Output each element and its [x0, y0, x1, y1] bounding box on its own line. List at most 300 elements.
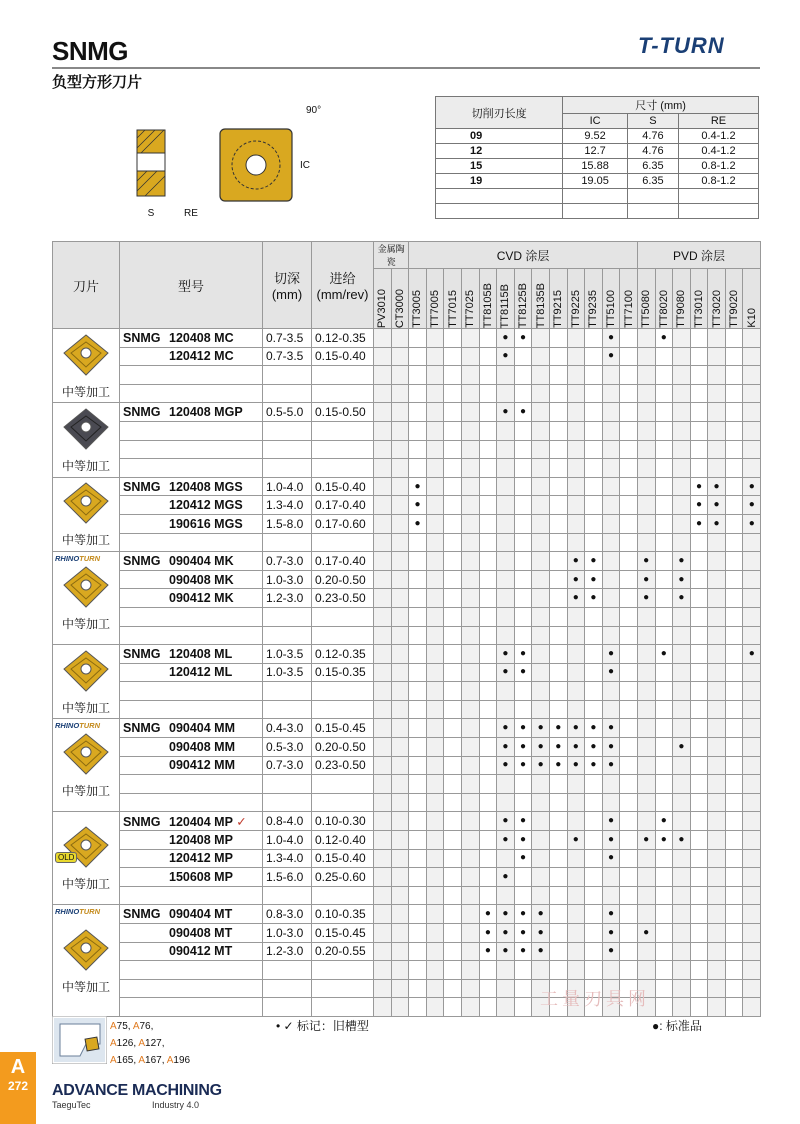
grade-cell [708, 347, 726, 366]
grade-cell [426, 831, 444, 850]
grade-cell [637, 533, 655, 552]
feed-cell [312, 533, 374, 552]
insert-caption: 中等加工 [61, 784, 110, 799]
table-row [53, 347, 761, 366]
grade-cell [444, 347, 462, 366]
grade-cell [743, 421, 761, 440]
insert-image-cell [53, 905, 120, 1017]
grade-cell [637, 793, 655, 812]
grade-cell [549, 942, 567, 961]
standard-dot: ● [585, 738, 603, 757]
grade-cell [708, 607, 726, 626]
grade-cell [620, 347, 638, 366]
grade-label: PV3010 [376, 288, 389, 328]
grade-cell [549, 626, 567, 645]
grade-cell [673, 440, 691, 459]
model-cell [120, 663, 263, 682]
grade-cell [673, 607, 691, 626]
grade-cell [409, 533, 427, 552]
standard-dot: ● [409, 514, 427, 533]
grade-cell [391, 384, 409, 403]
grade-cell [725, 831, 743, 850]
grade-cell [514, 775, 532, 794]
grade-cell [743, 552, 761, 571]
grade-cell [391, 440, 409, 459]
grade-cell [655, 942, 673, 961]
grade-cell [620, 961, 638, 980]
grade-cell [479, 533, 497, 552]
depth-cell: 1.5-8.0 [263, 514, 312, 533]
grade-cell [409, 663, 427, 682]
grade-header [549, 269, 567, 329]
grade-cell [673, 347, 691, 366]
grade-cell [620, 645, 638, 664]
grade-cell [461, 812, 479, 831]
grade-cell [497, 589, 515, 608]
grade-cell [479, 329, 497, 348]
model-cell [120, 496, 263, 515]
grade-cell [549, 775, 567, 794]
grade-cell [725, 496, 743, 515]
grade-cell [690, 886, 708, 905]
grade-cell [497, 421, 515, 440]
grade-cell [426, 421, 444, 440]
grade-cell [637, 403, 655, 422]
grade-cell [374, 682, 392, 701]
grade-cell [444, 831, 462, 850]
table-row [53, 998, 761, 1017]
grade-cell [514, 496, 532, 515]
grade-cell [409, 756, 427, 775]
grade-cell [620, 812, 638, 831]
table-row [53, 682, 761, 701]
grade-cell [444, 366, 462, 385]
dim-row [436, 144, 759, 159]
grade-cell [725, 738, 743, 757]
grade-header [532, 269, 550, 329]
model-code: 120408 MGS [169, 479, 243, 494]
grade-cell [602, 421, 620, 440]
grade-cell [602, 868, 620, 887]
standard-dot: ● [514, 719, 532, 738]
grade-cell [725, 477, 743, 496]
grade-cell [690, 775, 708, 794]
standard-dot: ● [708, 477, 726, 496]
grade-cell [690, 459, 708, 478]
grade-label: K10 [745, 308, 758, 328]
table-row [53, 607, 761, 626]
table-row [53, 700, 761, 719]
grade-cell [725, 775, 743, 794]
insert-caption: 中等加工 [61, 533, 110, 548]
grade-cell [461, 533, 479, 552]
grade-cell [479, 552, 497, 571]
grade-cell [479, 421, 497, 440]
model-cell [120, 477, 263, 496]
standard-dot: ● [690, 496, 708, 515]
standard-dot: ● [479, 942, 497, 961]
grade-cell [637, 719, 655, 738]
page-number: 272 [7, 1079, 29, 1093]
feed-cell: 0.17-0.60 [312, 514, 374, 533]
grade-cell [461, 961, 479, 980]
grade-label: TT3010 [692, 290, 705, 328]
standard-dot: ● [532, 942, 550, 961]
grade-cell [620, 552, 638, 571]
grade-cell [549, 329, 567, 348]
reference-pages [110, 1018, 190, 1069]
grade-cell [497, 775, 515, 794]
depth-cell [263, 533, 312, 552]
grade-cell [426, 626, 444, 645]
grade-cell [391, 738, 409, 757]
grade-cell [620, 384, 638, 403]
grade-cell [743, 663, 761, 682]
grade-cell [391, 589, 409, 608]
grade-cell [461, 589, 479, 608]
grade-cell [461, 719, 479, 738]
grade-cell [409, 700, 427, 719]
insert-icon [61, 480, 111, 526]
grade-cell [725, 607, 743, 626]
grade-cell [708, 738, 726, 757]
grade-cell [549, 868, 567, 887]
grade-cell [655, 459, 673, 478]
table-row [53, 942, 761, 961]
grade-cell [549, 552, 567, 571]
grade-cell [743, 942, 761, 961]
grade-cell [479, 403, 497, 422]
grade-cell [409, 924, 427, 943]
grade-cell [391, 905, 409, 924]
grade-cell [655, 719, 673, 738]
standard-dot: ● [602, 924, 620, 943]
grade-cell [426, 570, 444, 589]
feed-cell [312, 961, 374, 980]
grade-cell [444, 496, 462, 515]
grade-cell [514, 440, 532, 459]
grade-cell [374, 663, 392, 682]
grade-cell [549, 589, 567, 608]
grade-cell [479, 347, 497, 366]
feed-cell [312, 626, 374, 645]
model-code: 090408 MK [169, 572, 234, 587]
depth-cell: 1.5-6.0 [263, 868, 312, 887]
grade-cell [690, 700, 708, 719]
grade-label: TT8105B [481, 282, 494, 328]
feed-cell: 0.17-0.40 [312, 496, 374, 515]
grade-cell [409, 440, 427, 459]
grade-cell [514, 552, 532, 571]
depth-cell [263, 979, 312, 998]
model-code: 090404 MK [169, 553, 234, 568]
model-cell [120, 366, 263, 385]
insert-caption: 中等加工 [61, 384, 110, 399]
grade-cell [690, 570, 708, 589]
grade-cell [637, 347, 655, 366]
grade-cell [620, 626, 638, 645]
grade-cell [391, 645, 409, 664]
standard-dot: ● [514, 831, 532, 850]
grade-cell [444, 979, 462, 998]
grade-cell [426, 607, 444, 626]
standard-dot: ● [690, 477, 708, 496]
grade-header [567, 269, 585, 329]
standard-dot: ● [743, 514, 761, 533]
grade-cell [708, 626, 726, 645]
grade-cell [725, 570, 743, 589]
dim-value-cell: 15.88 [563, 159, 628, 174]
standard-dot: ● [602, 719, 620, 738]
grade-cell [391, 831, 409, 850]
grade-cell [426, 477, 444, 496]
grade-cell [602, 514, 620, 533]
grade-cell [409, 459, 427, 478]
grade-cell [708, 329, 726, 348]
dim-value-cell [563, 189, 628, 204]
standard-dot: ● [637, 831, 655, 850]
grade-cell [444, 998, 462, 1017]
grade-header [585, 269, 603, 329]
table-row [53, 775, 761, 794]
grade-cell [567, 849, 585, 868]
grade-cell [602, 403, 620, 422]
grade-cell [532, 477, 550, 496]
depth-cell: 1.2-3.0 [263, 589, 312, 608]
table-row [53, 756, 761, 775]
standard-dot: ● [743, 477, 761, 496]
grade-cell [725, 998, 743, 1017]
grade-cell [426, 459, 444, 478]
model-code: 190616 MGS [169, 516, 243, 531]
grade-header [497, 269, 515, 329]
grade-cell [673, 756, 691, 775]
depth-cell: 0.7-3.0 [263, 552, 312, 571]
grade-cell [637, 421, 655, 440]
grade-cell [690, 905, 708, 924]
grade-cell [514, 886, 532, 905]
grade-cell [655, 979, 673, 998]
grade-label: TT7005 [429, 290, 442, 328]
ref-num: 126, [116, 1038, 139, 1049]
grade-cell [567, 514, 585, 533]
grade-cell [725, 645, 743, 664]
grade-cell [479, 849, 497, 868]
grade-cell [637, 775, 655, 794]
grade-cell [391, 886, 409, 905]
grade-cell [409, 403, 427, 422]
grade-cell [602, 793, 620, 812]
model-cell [120, 775, 263, 794]
grade-cell [620, 440, 638, 459]
grade-cell [567, 682, 585, 701]
grade-cell [602, 477, 620, 496]
grade-cell [620, 942, 638, 961]
grade-cell [409, 682, 427, 701]
grade-cell [725, 589, 743, 608]
rhino-turn-logo: RHINOTURN [55, 907, 101, 917]
grade-cell [532, 961, 550, 980]
standard-dot: ● [497, 905, 515, 924]
grade-cell [743, 979, 761, 998]
grade-cell [497, 440, 515, 459]
rhino-turn-logo: RHINOTURN [55, 554, 101, 564]
header-model: 型号 [120, 242, 263, 329]
model-prefix: SNMG [123, 330, 161, 345]
page-subtitle: 负型方形刀片 [52, 74, 143, 91]
standard-dot: ● [479, 905, 497, 924]
grade-cell [409, 366, 427, 385]
grade-cell [690, 347, 708, 366]
grade-cell [690, 849, 708, 868]
grade-cell [743, 626, 761, 645]
grade-cell [497, 886, 515, 905]
standard-dot: ● [585, 589, 603, 608]
grade-cell [673, 384, 691, 403]
depth-cell [263, 682, 312, 701]
table-row [53, 514, 761, 533]
grade-cell [374, 496, 392, 515]
grade-cell [409, 812, 427, 831]
grade-cell [461, 552, 479, 571]
feed-cell: 0.15-0.40 [312, 347, 374, 366]
feed-cell: 0.12-0.35 [312, 645, 374, 664]
dim-value-cell [627, 189, 678, 204]
grade-header [637, 269, 655, 329]
grade-cell [725, 347, 743, 366]
grade-cell [637, 812, 655, 831]
grade-cell [567, 645, 585, 664]
ref-num: 165, [116, 1055, 139, 1066]
model-cell [120, 793, 263, 812]
grade-cell [743, 831, 761, 850]
grade-cell [743, 347, 761, 366]
insert-icon [61, 564, 111, 610]
grade-cell [602, 886, 620, 905]
grade-cell [549, 607, 567, 626]
grade-cell [374, 979, 392, 998]
grade-label: TT7100 [622, 290, 635, 328]
dim-length-cell: 15 [436, 159, 563, 174]
grade-cell [620, 459, 638, 478]
standard-dot: ● [514, 756, 532, 775]
grade-cell [391, 700, 409, 719]
grade-cell [374, 868, 392, 887]
insert-icon [61, 927, 111, 973]
grade-cell [479, 366, 497, 385]
grade-cell [585, 329, 603, 348]
grade-cell [743, 998, 761, 1017]
grade-cell [409, 998, 427, 1017]
model-code: 120404 MP [169, 814, 233, 829]
grade-cell [444, 459, 462, 478]
depth-cell [263, 607, 312, 626]
grade-cell [549, 961, 567, 980]
grade-cell [426, 756, 444, 775]
grade-cell [409, 905, 427, 924]
model-prefix: SNMG [123, 405, 161, 420]
group-pvd: PVD 涂层 [637, 242, 760, 269]
grade-cell [725, 366, 743, 385]
grade-cell [409, 719, 427, 738]
feed-cell: 0.12-0.40 [312, 831, 374, 850]
depth-cell [263, 998, 312, 1017]
grade-cell [426, 868, 444, 887]
grade-cell [426, 552, 444, 571]
standard-dot: ● [514, 403, 532, 422]
grade-cell [690, 924, 708, 943]
standard-dot: ● [637, 570, 655, 589]
grade-label: TT7015 [446, 290, 459, 328]
grade-cell [725, 533, 743, 552]
grade-cell [532, 552, 550, 571]
header-insert: 刀片 [53, 242, 120, 329]
grade-header [391, 269, 409, 329]
grade-cell [585, 440, 603, 459]
grade-cell [391, 793, 409, 812]
grade-cell [532, 421, 550, 440]
dim-s-label: S [147, 208, 155, 219]
grade-cell [514, 979, 532, 998]
ref-prefix: A [138, 1038, 146, 1049]
model-cell [120, 738, 263, 757]
grade-cell [708, 961, 726, 980]
ref-prefix: A [110, 1021, 117, 1032]
insert-image-cell [53, 477, 120, 551]
grade-cell [725, 756, 743, 775]
grade-cell [532, 663, 550, 682]
grade-cell [690, 403, 708, 422]
grade-cell [532, 607, 550, 626]
grade-cell [690, 663, 708, 682]
feed-cell [312, 440, 374, 459]
grade-cell [514, 626, 532, 645]
grade-cell [602, 496, 620, 515]
model-cell [120, 905, 263, 924]
grade-cell [479, 775, 497, 794]
feed-cell: 0.15-0.40 [312, 849, 374, 868]
grade-cell [461, 868, 479, 887]
grade-cell [585, 793, 603, 812]
grade-cell [567, 366, 585, 385]
grade-header [426, 269, 444, 329]
legend-standard: ●: 标准品 [652, 1019, 702, 1033]
grade-cell [374, 384, 392, 403]
grade-cell [532, 440, 550, 459]
standard-dot: ● [602, 849, 620, 868]
grade-cell [725, 552, 743, 571]
grade-cell [585, 421, 603, 440]
standard-dot: ● [655, 812, 673, 831]
grade-cell [514, 366, 532, 385]
feed-cell: 0.10-0.35 [312, 905, 374, 924]
grade-cell [690, 533, 708, 552]
feed-cell [312, 979, 374, 998]
dim-value-cell: 19.05 [563, 174, 628, 189]
grade-cell [497, 366, 515, 385]
grade-cell [391, 979, 409, 998]
grade-cell [391, 552, 409, 571]
grade-cell [514, 477, 532, 496]
standard-dot: ● [602, 663, 620, 682]
grade-cell [532, 403, 550, 422]
depth-cell [263, 775, 312, 794]
insert-caption: 中等加工 [61, 459, 110, 474]
grade-cell [409, 347, 427, 366]
grade-cell [708, 719, 726, 738]
grade-cell [374, 347, 392, 366]
standard-dot: ● [514, 849, 532, 868]
